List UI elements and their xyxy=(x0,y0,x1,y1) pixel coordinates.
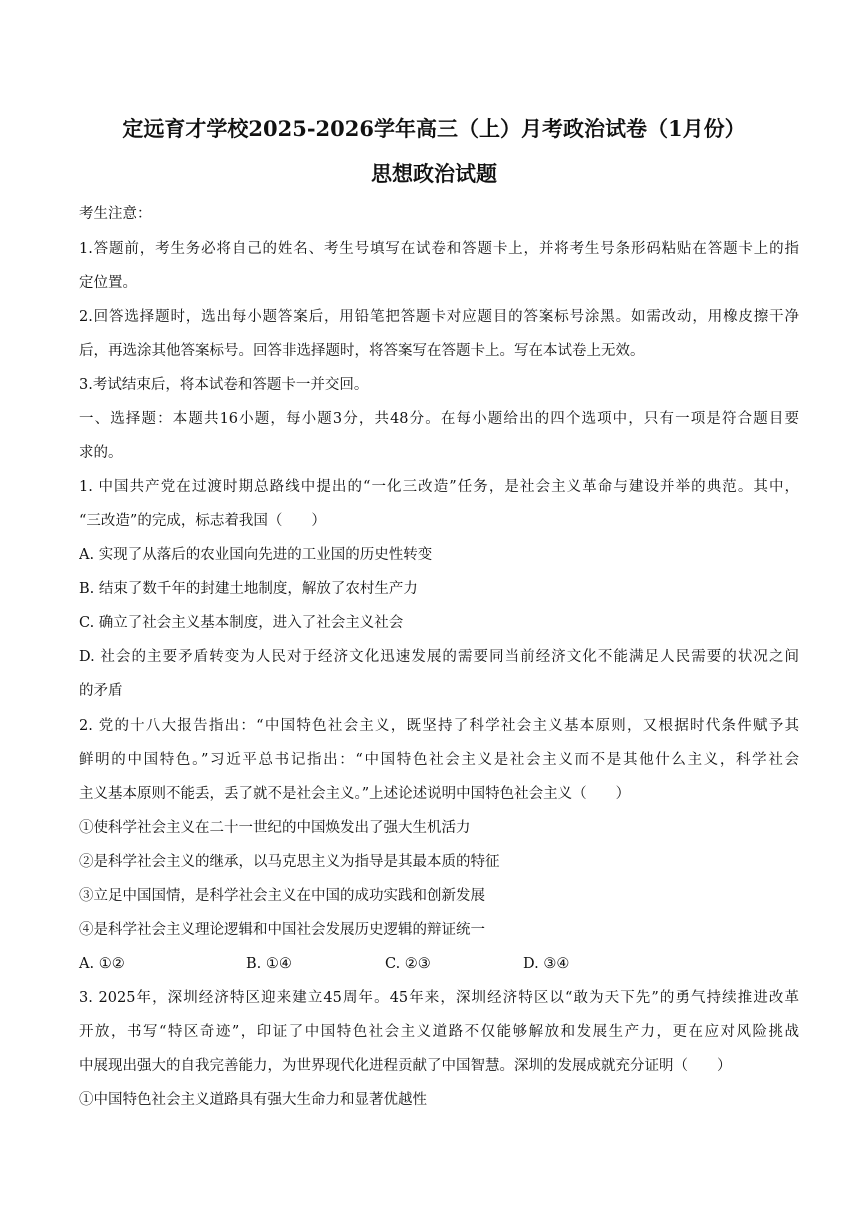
notice-item-3: 3.考试结束后，将本试卷和答题卡一并交回。 xyxy=(79,377,369,393)
question-3-stem-line-1: 3. 2025年，深圳经济特区迎来建立45周年。45年来，深圳经济特区以“敢为天下先”的勇气持续推进改革 xyxy=(79,990,799,1006)
question-3-stem-line-3: 中展现出强大的自我完善能力，为世界现代化进程贡献了中国智慧。深圳的发展成就充分证明（ ） xyxy=(79,1058,732,1074)
question-1-stem-line-1: 1. 中国共产党在过渡时期总路线中提出的“一化三改造”任务，是社会主义革命与建设并举的典范。其中， xyxy=(79,479,799,495)
question-2-choice-a: A. ①② xyxy=(79,956,125,972)
question-2-statement-4: ④是科学社会主义理论逻辑和中国社会发展历史逻辑的辩证统一 xyxy=(79,922,485,938)
exam-subtitle: 思想政治试题 xyxy=(371,161,497,186)
question-2-stem-line-2: 鲜明的中国特色。”习近平总书记指出：“中国特色社会主义是社会主义而不是其他什么主义，科学社会 xyxy=(79,752,799,768)
question-1-option-b: B. 结束了数千年的封建土地制度，解放了农村生产力 xyxy=(79,581,418,597)
question-2-statement-3: ③立足中国国情，是科学社会主义在中国的成功实践和创新发展 xyxy=(79,888,485,904)
question-2-stem-line-1: 2. 党的十八大报告指出：“中国特色社会主义，既坚持了科学社会主义基本原则，又根据时代条件赋予其 xyxy=(79,718,799,734)
section-heading-line-2: 求的。 xyxy=(79,445,123,461)
question-3-statement-1: ①中国特色社会主义道路具有强大生命力和显著优越性 xyxy=(79,1092,427,1108)
question-2-statement-2: ②是科学社会主义的继承，以马克思主义为指导是其最本质的特征 xyxy=(79,854,500,870)
question-1-option-d-line-2: 的矛盾 xyxy=(79,683,123,699)
question-1-option-a: A. 实现了从落后的农业国向先进的工业国的历史性转变 xyxy=(79,547,433,563)
notice-item-1-line-2: 定位置。 xyxy=(79,275,137,291)
notice-item-2-line-2: 后，再选涂其他答案标号。回答非选择题时，将答案写在答题卡上。写在本试卷上无效。 xyxy=(79,343,645,359)
question-1-stem-line-2: “三改造”的完成，标志着我国（ ） xyxy=(79,513,326,529)
question-2-choice-d: D. ③④ xyxy=(523,956,570,972)
question-2-stem-line-3: 主义基本原则不能丢，丢了就不是社会主义。”上述论述说明中国特色社会主义（ ） xyxy=(79,786,631,802)
question-1-option-c: C. 确立了社会主义基本制度，进入了社会主义社会 xyxy=(79,615,404,631)
notice-heading: 考生注意： xyxy=(79,206,152,222)
question-1-option-d-line-1: D. 社会的主要矛盾转变为人民对于经济文化迅速发展的需要同当前经济文化不能满足人民需要的状况之间 xyxy=(79,649,799,665)
question-3-stem-line-2: 开放，书写“特区奇迹”，印证了中国特色社会主义道路不仅能够解放和发展生产力，更在应对风险挑战 xyxy=(79,1024,799,1040)
notice-item-1-line-1: 1.答题前，考生务必将自己的姓名、考生号填写在试卷和答题卡上，并将考生号条形码粘贴在答题卡上的指 xyxy=(79,241,799,257)
notice-item-2-line-1: 2.回答选择题时，选出每小题答案后，用铅笔把答题卡对应题目的答案标号涂黑。如需改动，用橡皮擦干净 xyxy=(79,309,799,325)
question-2-statement-1: ①使科学社会主义在二十一世纪的中国焕发出了强大生机活力 xyxy=(79,820,471,836)
question-2-choice-b: B. ①④ xyxy=(246,956,292,972)
question-2-choice-c: C. ②③ xyxy=(385,956,431,972)
section-heading-line-1: 一、选择题：本题共16小题，每小题3分，共48分。在每小题给出的四个选项中，只有一项是符合题目要 xyxy=(79,411,799,427)
exam-title: 定远育才学校2025-2026学年高三（上）月考政治试卷（1月份） xyxy=(122,116,746,141)
